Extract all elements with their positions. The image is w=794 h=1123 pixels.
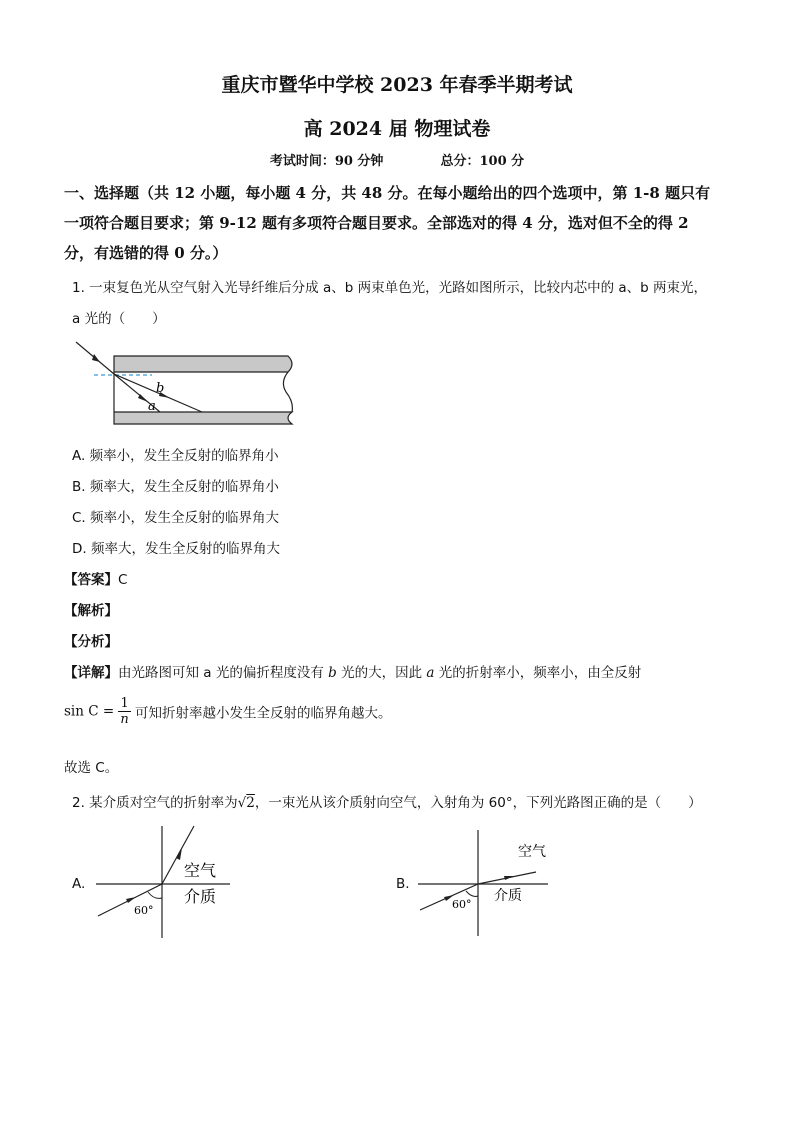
section-heading-line3: 分，有选错的得 0 分。） bbox=[64, 244, 228, 262]
angle-label: 60° bbox=[452, 898, 472, 911]
q2-stem-text: 2. 某介质对空气的折射率为 bbox=[72, 795, 238, 811]
q1-stem-line1: 1. 一束复色光从空气射入光导纤维后分成 a、b 两束单色光，光路如图所示，比较内芯中的 a、b 两束光， bbox=[72, 280, 708, 296]
label-a: a bbox=[148, 399, 156, 414]
q2-diagram-a[interactable] bbox=[92, 824, 242, 940]
medium-label: 介质 bbox=[494, 888, 522, 904]
q1-conclusion: 故选 C。 bbox=[64, 760, 119, 776]
detail-text-3: 光的折射率小，频率小，由全反射 bbox=[434, 665, 642, 681]
medium-label: 介质 bbox=[184, 887, 217, 906]
q1-option-c[interactable]: C. 频率小，发生全反射的临界角大 bbox=[72, 510, 280, 526]
air-label: 空气 bbox=[184, 861, 217, 880]
detail-tag: 【详解】 bbox=[64, 665, 118, 681]
air-label: 空气 bbox=[518, 844, 546, 860]
fiber-cladding-bottom bbox=[114, 412, 292, 424]
q2-stem bbox=[72, 791, 702, 811]
label-b: b bbox=[156, 381, 165, 396]
formula-rest: 可知折射率越小发生全反射的临界角越大。 bbox=[135, 705, 392, 722]
angle-label: 60° bbox=[134, 904, 154, 917]
sqrt-value: 2 bbox=[246, 795, 255, 811]
analysis-tag: 【解析】 bbox=[64, 603, 118, 619]
detail-var-b: b bbox=[328, 665, 337, 681]
answer-value: C bbox=[118, 572, 128, 588]
q1-detail bbox=[64, 661, 641, 681]
q1-fiber-diagram bbox=[70, 338, 300, 434]
answer-tag: 【答案】 bbox=[64, 572, 118, 588]
total-score: 总分：100 分 bbox=[440, 154, 525, 169]
detail-var-a: a bbox=[426, 665, 435, 681]
q2-stem-rest: ，一束光从该介质射向空气，入射角为 60°，下列光路图正确的是（ ） bbox=[254, 795, 702, 811]
section-heading-line1: 一、选择题（共 12 小题，每小题 4 分，共 48 分。在每小题给出的四个选项中，第 1-8 题只有 bbox=[64, 184, 711, 202]
fenxi-tag: 【分析】 bbox=[64, 634, 118, 650]
q1-answer bbox=[64, 568, 127, 588]
exam-time: 考试时间：90 分钟 bbox=[269, 154, 384, 169]
section-heading-line2: 一项符合题目要求；第 9-12 题有多项符合题目要求。全部选对的得 4 分，选对但不全的得 2 bbox=[64, 214, 689, 232]
q1-option-a[interactable]: A. 频率小，发生全反射的临界角小 bbox=[72, 448, 279, 464]
detail-text-1: 由光路图可知 a 光的偏折程度没有 bbox=[118, 665, 329, 681]
formula-denominator: n bbox=[120, 712, 129, 727]
formula-lhs: sin C = bbox=[64, 703, 115, 720]
q1-formula-line bbox=[64, 696, 392, 727]
exam-meta bbox=[0, 150, 794, 169]
fiber-cladding-top bbox=[114, 356, 292, 372]
sqrt-symbol: √2 bbox=[237, 795, 255, 811]
q1-option-d[interactable]: D. 频率大，发生全反射的临界角大 bbox=[72, 541, 280, 557]
page-subtitle: 高 2024 届 物理试卷 bbox=[303, 118, 491, 140]
q2-option-a-label[interactable]: A. bbox=[72, 876, 86, 892]
detail-text-2: 光的大，因此 bbox=[336, 665, 427, 681]
page-title: 重庆市暨华中学校 2023 年春季半期考试 bbox=[221, 74, 573, 96]
q2-option-b-label[interactable]: B. bbox=[396, 876, 410, 892]
q1-option-b[interactable]: B. 频率大，发生全反射的临界角小 bbox=[72, 479, 279, 495]
q1-stem-line2: a 光的（ ） bbox=[72, 311, 166, 327]
formula-numerator: 1 bbox=[120, 696, 129, 711]
formula-fraction bbox=[118, 696, 130, 727]
fiber-break-edge bbox=[283, 372, 292, 412]
q2-diagram-b[interactable] bbox=[414, 828, 564, 938]
